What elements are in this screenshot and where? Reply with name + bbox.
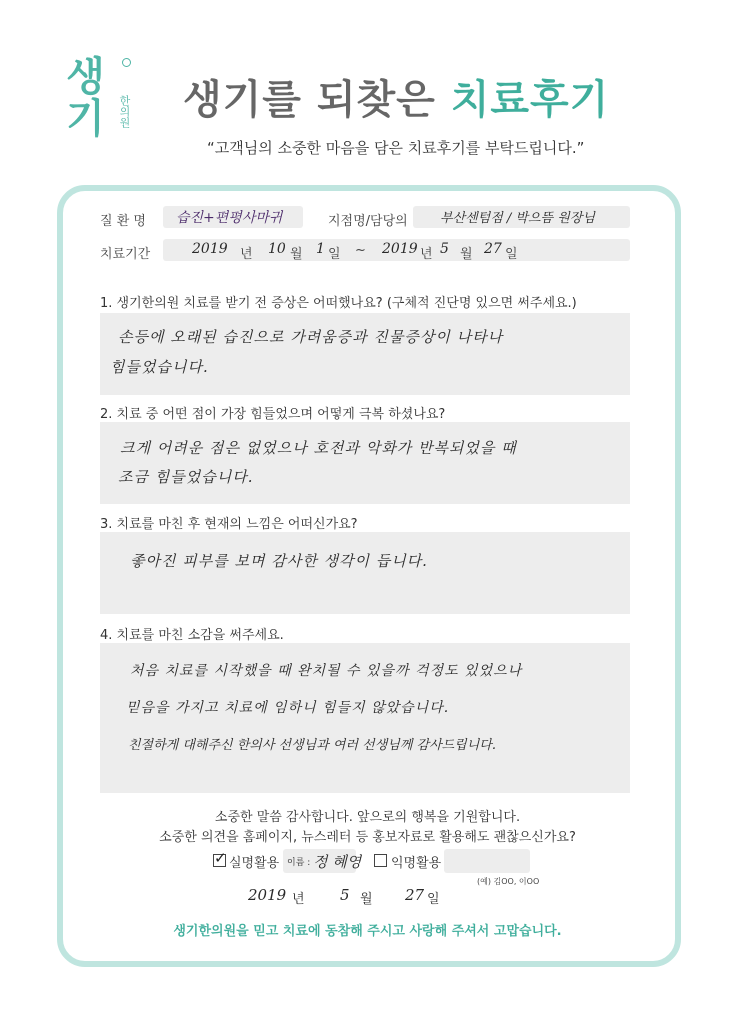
question-3-label: 3. 치료를 마친 후 현재의 느낌은 어떠신가요? — [100, 517, 358, 532]
sign-date-year: 2019 — [248, 886, 287, 904]
anonymous-name-field[interactable] — [444, 849, 530, 873]
question-3-answer-line-1: 좋아진 피부를 보며 감사한 생각이 듭니다. — [130, 552, 428, 570]
period-start-year: 2019 — [192, 241, 228, 257]
period-year-unit-2: 년 — [420, 247, 433, 262]
period-end-day: 27 — [484, 241, 502, 257]
real-name-checkbox[interactable] — [213, 849, 227, 867]
anonymous-example: (예) 김OO, 이OO — [477, 877, 540, 886]
footer-message: 생기한의원을 믿고 치료에 동참해 주시고 사랑해 주셔서 고맙습니다. — [173, 924, 562, 939]
branch-label: 지점명/담당의 — [328, 214, 408, 229]
name-prefix: 이름 : — [287, 858, 311, 868]
sign-date-day: 27 — [405, 886, 425, 904]
title-part1: 생기를 되찾은 — [183, 77, 451, 123]
period-day-unit-1: 일 — [328, 247, 341, 262]
question-4-label: 4. 치료를 마친 소감을 써주세요. — [100, 628, 284, 643]
sign-date-year-unit: 년 — [292, 892, 305, 907]
question-1-label: 1. 생기한의원 치료를 받기 전 증상은 어떠했나요? (구체적 진단명 있으면 써주세요.) — [100, 296, 577, 311]
question-2-answer-line-2: 조금 힘들었습니다. — [118, 468, 254, 486]
question-2-answer-line-1: 크게 어려운 점은 없었으나 호전과 악화가 반복되었을 때 — [120, 439, 517, 457]
question-4-answer-line-2: 믿음을 가지고 치료에 임하니 힘들지 않았습니다. — [126, 700, 450, 716]
disease-label: 질 환 명 — [100, 214, 146, 229]
name-value: 정 혜영 — [313, 853, 362, 871]
question-4-answer-line-3: 친절하게 대해주신 한의사 선생님과 여러 선생님께 감사드립니다. — [128, 738, 496, 753]
branch-value: 부산센텀점 / 박으뜸 원장님 — [440, 211, 595, 226]
real-name-label: 실명활용 — [229, 856, 280, 871]
page-subtitle: “고객님의 소중한 마음을 담은 치료후기를 부탁드립니다.” — [207, 139, 585, 157]
disease-value: 습진+편평사마귀 — [176, 210, 283, 226]
logo-subtext: 한의원 — [118, 95, 131, 128]
logo-dot-icon — [122, 58, 131, 67]
question-1-answer-line-2: 힘들었습니다. — [110, 358, 209, 376]
period-start-day: 1 — [316, 241, 325, 257]
sign-date-month-unit: 월 — [360, 892, 373, 907]
anonymous-label: 익명활용 — [391, 856, 442, 871]
period-end-month: 5 — [440, 241, 449, 257]
period-year-unit-1: 년 — [240, 247, 253, 262]
question-4-answer-line-1: 처음 치료를 시작했을 때 완치될 수 있을까 걱정도 있었으나 — [130, 663, 523, 679]
clinic-logo — [59, 55, 142, 165]
period-month-unit-1: 월 — [290, 247, 303, 262]
question-1-answer-line-1: 손등에 오래된 습진으로 가려움증과 진물증상이 나타나 — [118, 328, 504, 346]
title-part2: 치료후기 — [450, 77, 610, 123]
sign-date-day-unit: 일 — [427, 892, 440, 907]
period-label: 치료기간 — [100, 247, 151, 262]
period-start-month: 10 — [268, 241, 286, 257]
consent-line-1: 소중한 말씀 감사합니다. 앞으로의 행복을 기원합니다. — [214, 810, 521, 825]
question-2-answer-box[interactable] — [100, 422, 630, 504]
period-day-unit-2: 일 — [505, 247, 518, 262]
logo-mark: 생기 — [59, 55, 105, 139]
sign-date-month: 5 — [340, 886, 350, 904]
period-end-year: 2019 — [382, 241, 418, 257]
anonymous-checkbox[interactable] — [374, 854, 387, 867]
checkmark-icon: ✓ — [214, 849, 227, 867]
period-tilde: ~ — [355, 243, 366, 258]
period-month-unit-2: 월 — [460, 247, 473, 262]
question-2-label: 2. 치료 중 어떤 점이 가장 힘들었으며 어떻게 극복 하셨나요? — [100, 407, 446, 422]
page-title — [183, 68, 609, 125]
consent-line-2: 소중한 의견을 홈페이지, 뉴스레터 등 홍보자료로 활용해도 괜찮으신가요? — [159, 830, 576, 845]
question-3-answer-box[interactable] — [100, 532, 630, 614]
